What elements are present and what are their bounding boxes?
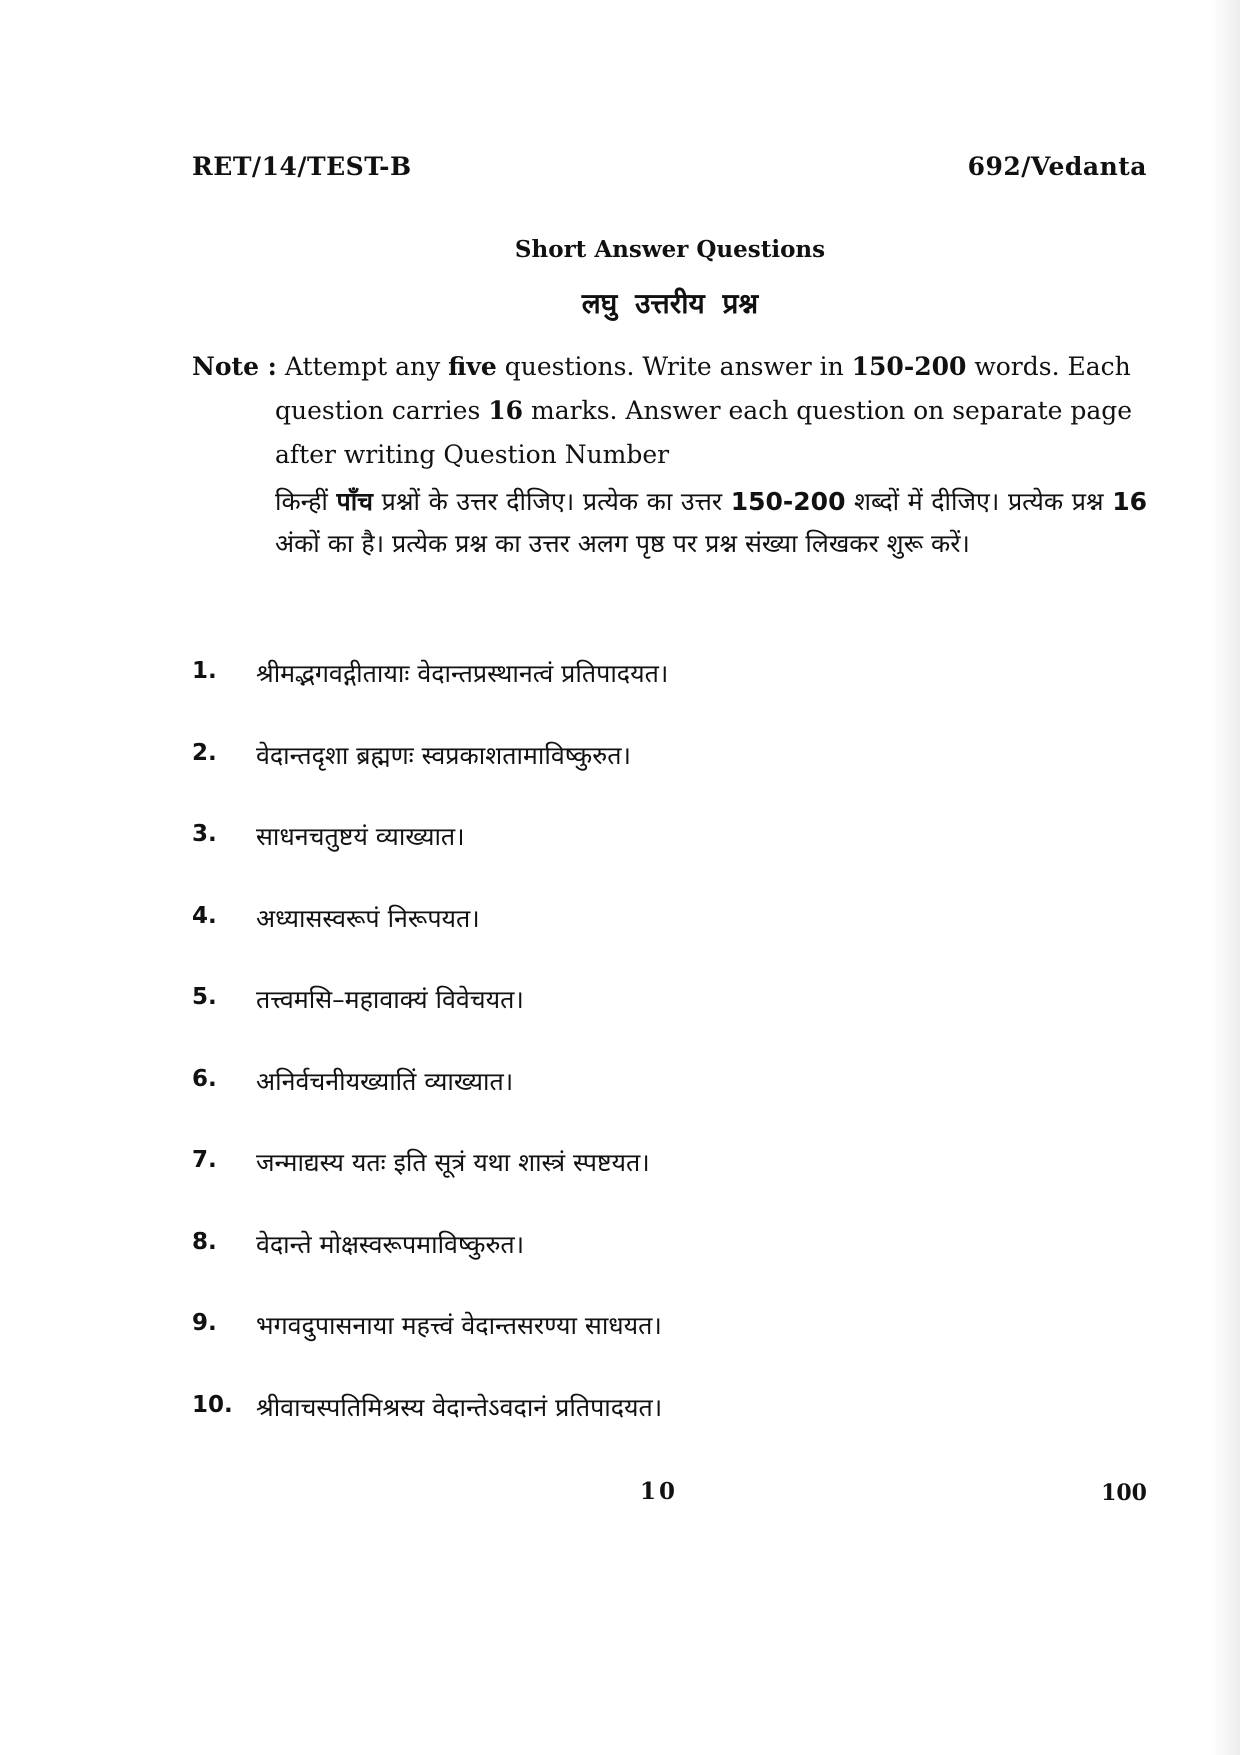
question-number: 2.	[192, 739, 217, 766]
note-text: words. Each question carries	[275, 352, 1131, 425]
note-text: अंकों का है। प्रत्येक प्रश्न का उत्तर अलग पृष्ठ पर प्रश्न संख्या लिखकर शुरू करें।	[275, 529, 970, 558]
question-text: अध्यासस्वरूपं निरूपयत।	[256, 903, 480, 933]
question-number: 8.	[192, 1228, 217, 1255]
question-text: तत्त्वमसि–महावाक्यं विवेचयत।	[256, 985, 524, 1014]
subject-code: 692/Vedanta	[967, 152, 1147, 181]
question-number: 3.	[192, 821, 217, 847]
note-label: Note :	[192, 352, 277, 381]
question-text: वेदान्ते मोक्षस्वरूपमाविष्कुरुत।	[256, 1229, 525, 1259]
note-text: शब्दों में दीजिए। प्रत्येक प्रश्न	[845, 487, 1113, 516]
question-number: 4.	[192, 902, 217, 929]
note-emphasis: 150-200	[851, 352, 967, 381]
question-item	[192, 901, 1152, 983]
question-text: भगवदुपासनाया महत्त्वं वेदान्तसरण्या साधयत।	[256, 1311, 662, 1340]
question-number: 9.	[192, 1310, 217, 1336]
question-text: अनिर्वचनीयख्यातिं व्याख्यात।	[256, 1066, 514, 1096]
note-text: questions. Write answer in	[496, 352, 852, 381]
footer-right-number: 100	[1101, 1480, 1147, 1506]
question-item	[192, 1064, 1152, 1146]
section-title-english: Short Answer Questions	[514, 236, 826, 263]
question-number: 5.	[192, 984, 217, 1010]
note-emphasis: 16	[488, 396, 524, 425]
question-item	[192, 738, 1152, 820]
note-text: Attempt any	[284, 352, 449, 381]
note-english	[192, 345, 1147, 477]
note-emphasis: five	[448, 352, 497, 381]
question-number: 10.	[192, 1391, 233, 1418]
section-title-hindi: लघु उत्तरीय प्रश्न	[581, 287, 759, 320]
question-item	[192, 982, 1152, 1064]
question-item	[192, 656, 1152, 738]
question-text: श्रीमद्भगवद्गीतायाः वेदान्तप्रस्थानत्वं प्रतिपादयत।	[256, 659, 669, 688]
note-emphasis: 150-200	[730, 487, 846, 516]
question-text: जन्माद्यस्य यतः इति सूत्रं यथा शास्त्रं स्पष्टयत।	[256, 1148, 650, 1177]
question-item	[192, 1390, 1152, 1472]
question-text: साधनचतुष्टयं व्याख्यात।	[256, 822, 465, 851]
note-emphasis: 16	[1112, 487, 1147, 516]
question-item	[192, 1227, 1152, 1309]
note-text: marks. Answer each question on separate page after writing Question Number	[275, 396, 1133, 469]
note-text: प्रश्नों के उत्तर दीजिए। प्रत्येक का उत्तर	[373, 487, 731, 516]
instructions-note	[192, 345, 1147, 565]
note-text: किन्हीं	[275, 487, 337, 516]
question-text: श्रीवाचस्पतिमिश्रस्य वेदान्तेऽवदानं प्रतिपादयत।	[256, 1392, 663, 1422]
question-item	[192, 1145, 1152, 1227]
paper-code: RET/14/TEST-B	[192, 152, 412, 181]
page-number: 10	[640, 1478, 679, 1505]
question-text: वेदान्तदृशा ब्रह्मणः स्वप्रकाशतामाविष्कुरुत।	[256, 740, 631, 770]
note-emphasis: पाँच	[336, 487, 374, 516]
scan-edge-shadow	[1210, 0, 1240, 1755]
question-item	[192, 819, 1152, 901]
note-hindi	[192, 481, 1147, 565]
question-number: 6.	[192, 1065, 217, 1092]
question-number: 1.	[192, 658, 217, 684]
question-number: 7.	[192, 1147, 217, 1173]
question-list	[192, 656, 1152, 1471]
question-item	[192, 1308, 1152, 1390]
